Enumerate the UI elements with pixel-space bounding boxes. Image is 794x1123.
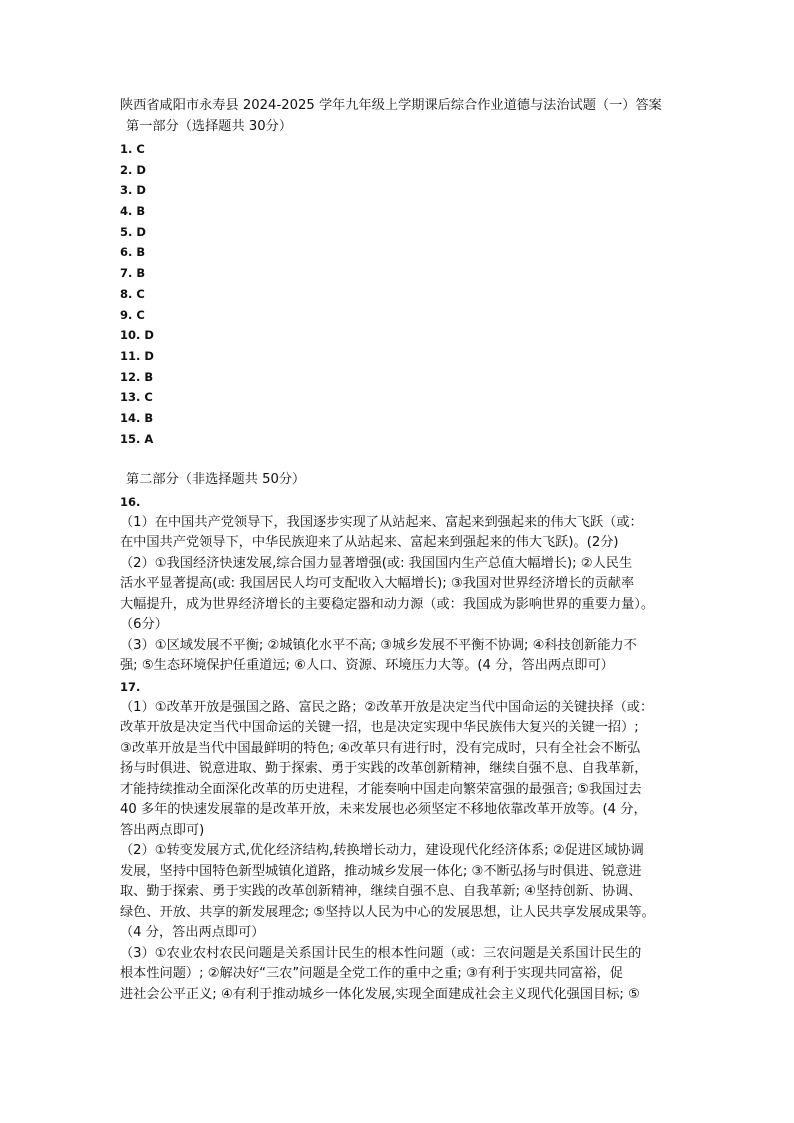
answer-line: （6分） bbox=[120, 617, 168, 632]
answer-item: 15. A bbox=[120, 431, 154, 446]
document-title: 陕西省咸阳市永寿县 2024-2025 学年九年级上学期课后综合作业道德与法治试题（一）答案 bbox=[120, 98, 662, 113]
answer-item: 10. D bbox=[120, 328, 154, 343]
answer-line: 改革开放是决定当代中国命运的关键一招，也是决定实现中华民族伟大复兴的关键一招）; bbox=[120, 720, 639, 735]
answer-line: ③改革开放是当代中国最鲜明的特色; ④改革只有进行时，没有完成时，只有全社会不断弘 bbox=[120, 740, 641, 756]
answer-item: 14. B bbox=[120, 410, 154, 425]
answer-line: 在中国共产党领导下，中华民族迎来了从站起来、富起来到强起来的伟大飞跃)。(2分) bbox=[120, 535, 619, 550]
answer-line: 绿色、开放、共享的新发展理念; ⑤坚持以人民为中心的发展思想，让人民共享发展成果等。 bbox=[120, 904, 655, 920]
answer-item: 8. C bbox=[120, 286, 145, 301]
answer-line: （2）①转变发展方式,优化经济结构,转换增长动力，建设现代化经济体系; ②促进区域协调 bbox=[120, 843, 644, 858]
question-16 bbox=[120, 492, 690, 677]
answer-line: 大幅提升，成为世界经济增长的主要稳定器和动力源（或：我国成为影响世界的重要力量）。 bbox=[120, 596, 655, 612]
answer-item: 3. D bbox=[120, 183, 146, 198]
answer-line: （4 分，答出两点即可） bbox=[120, 925, 265, 940]
answer-item: 11. D bbox=[120, 348, 154, 363]
part2-heading: 第二部分（非选择题共 50分） bbox=[126, 472, 306, 487]
answer-item: 13. C bbox=[120, 390, 153, 405]
answer-line: （3）①农业农村农民问题是关系国计民生的根本性问题（或：三农问题是关系国计民生的 bbox=[120, 945, 642, 961]
answer-line: 答出两点即可) bbox=[120, 822, 205, 838]
answer-line: 根本性问题）; ②解决好“三农”问题是全党工作的重中之重; ③有利于实现共同富裕，促 bbox=[120, 966, 623, 981]
answer-list bbox=[120, 139, 154, 449]
answer-item: 7. B bbox=[120, 266, 146, 281]
answer-line: 才能持续推动全面深化改革的历史进程，才能奏响中国走向繁荣富强的最强音; ⑤我国过去 bbox=[120, 781, 642, 797]
answer-item: 1. C bbox=[120, 142, 145, 156]
answer-line: 发展，坚持中国特色新型城镇化道路，推动城乡发展一体化; ③不断弘扬与时俱进、锐意进 bbox=[120, 863, 642, 879]
question-number: 17. bbox=[120, 680, 141, 694]
answer-item: 2. D bbox=[120, 162, 146, 177]
answer-line: 活水平显著提高(或: 我国居民人均可支配收入大幅增长); ③我国对世界经济增长的贡献率 bbox=[120, 576, 635, 591]
answer-line: 进社会公平正义; ④有利于推动城乡一体化发展,实现全面建成社会主义现代化强国目标; ⑤ bbox=[120, 986, 640, 1002]
answer-item: 12. B bbox=[120, 369, 154, 384]
answer-line: （1）①改革开放是强国之路、富民之路；②改革开放是决定当代中国命运的关键抉择（或： bbox=[120, 699, 654, 715]
answer-item: 4. B bbox=[120, 204, 146, 219]
part1-heading: 第一部分（选择题共 30分） bbox=[126, 119, 293, 134]
question-17 bbox=[120, 677, 690, 1005]
answer-item: 5. D bbox=[120, 224, 146, 239]
answer-line: 强; ⑤生态环境保护任重道远; ⑥人口、资源、环境压力大等。(4 分，答出两点即可） bbox=[120, 658, 614, 673]
answer-line: （3）①区域发展不平衡; ②城镇化水平不高; ③城乡发展不平衡不协调; ④科技创新能力不 bbox=[120, 637, 637, 653]
answer-line: 取、勤于探索、勇于实践的改革创新精神，继续自强不息、自我革新; ④坚持创新、协调、 bbox=[120, 884, 642, 899]
answer-line: 扬与时俱进、锐意进取、勤于探索、勇于实践的改革创新精神，继续自强不息、自我革新， bbox=[120, 761, 648, 776]
answer-line: （2）①我国经济快速发展,综合国力显著增强(或: 我国国内生产总值大幅增长); ②人民生 bbox=[120, 555, 633, 571]
answer-line: （1）在中国共产党领导下，我国逐步实现了从站起来、富起来到强起来的伟大飞跃（或： bbox=[120, 514, 643, 530]
question-number: 16. bbox=[120, 495, 141, 509]
answer-item: 6. B bbox=[120, 245, 146, 260]
answer-item: 9. C bbox=[120, 307, 145, 322]
answer-line: 40 多年的快速发展靠的是改革开放，未来发展也必须坚定不移地依靠改革开放等。(4 分， bbox=[120, 802, 647, 817]
